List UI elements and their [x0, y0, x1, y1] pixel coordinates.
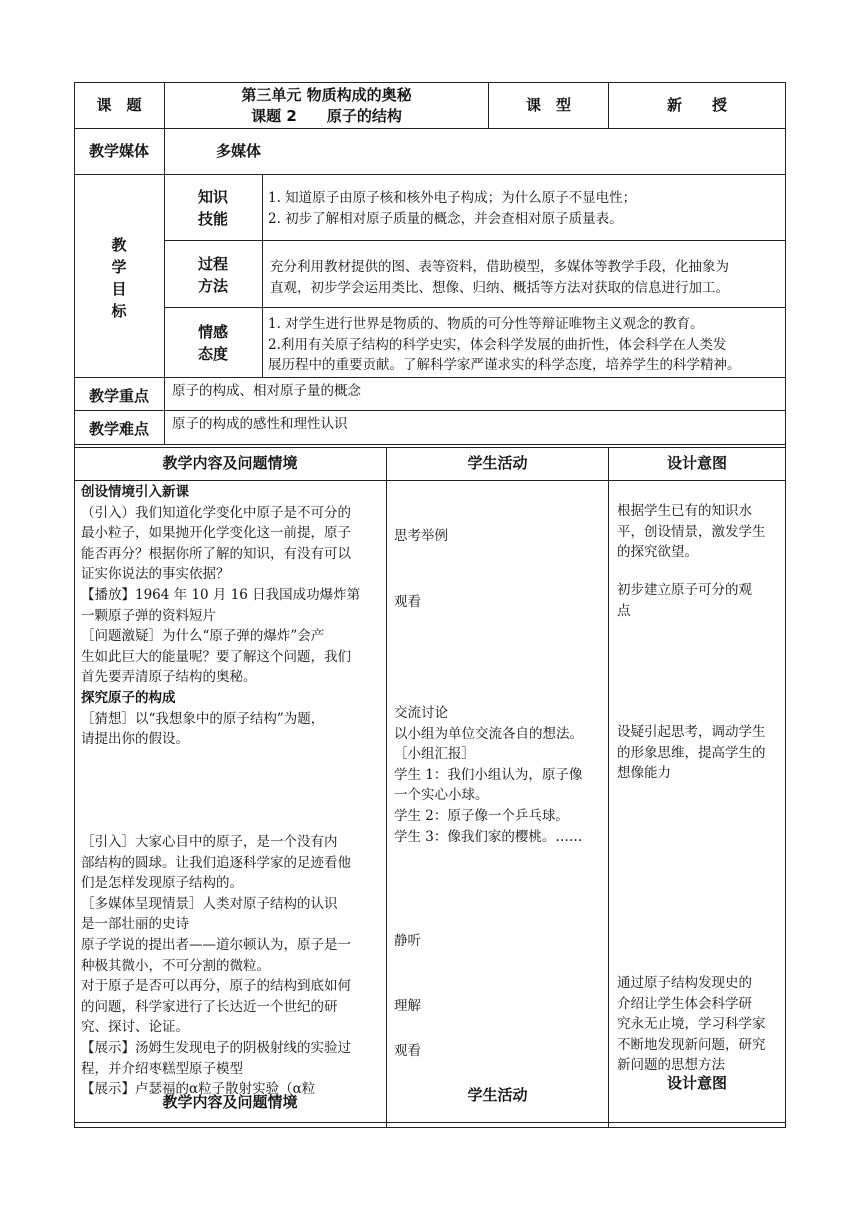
lesson-title: 课题 2 原子的结构: [251, 107, 402, 125]
col-header-intent: 设计意图: [666, 454, 727, 472]
difficulty-label: 教学难点: [88, 420, 149, 438]
type-value: 新 授: [666, 96, 727, 114]
activity-listen: 静听: [394, 933, 421, 949]
emotion-label: 情感 态度: [197, 323, 228, 363]
emotion-text: 1. 对学生进行世界是物质的、物质的可分性等辩证唯物主义观念的教育。 2.利用有关原子结构的科学史实，体会科学发展的曲折性，体会科学在人类发 展历程中的重要贡献。了解科学家严谨求实的科学态度，培养学生的科学精神。: [268, 316, 741, 374]
media-value: 多媒体: [216, 142, 262, 160]
difficulty-value: 原子的构成的感性和理性认识: [172, 416, 348, 432]
knowledge-text: 1. 知道原子由原子核和核外电子构成；为什么原子不显电性； 2. 初步了解相对原子质量的概念，并会查相对原子质量表。: [268, 190, 637, 227]
knowledge-label: 知识 技能: [197, 188, 228, 228]
intent-block-4: 通过原子结构发现史的 介绍让学生体会科学研 究永无止境，学习科学家 不断地发现新问题，研究 新问题的思想方法: [617, 975, 766, 1074]
col-header-activity: 学生活动: [467, 454, 528, 472]
repeat-header-intent: 设计意图: [666, 1074, 727, 1092]
content-column: 创设情境引入新课 （引入）我们知道化学变化中原子是不可分的 最小粒子，如果抛开化学变化这一前提，原子 能否再分？根据你所了解的知识，有没有可以 证实你说法的事实依据？ 【播放】1964 年 10 月 16 日我国成功爆炸第 一颗原子弹的资料短片 ［问题激疑］为什么“原子弹的爆炸”会产 生如此巨大的能量呢？要了解这个问题，我们 首先要弄清原子结构的奥秘。 探究原子的构成 ［猜想］以“我想象中的原子结构”为题， 请提出你的假设。 ［引入］大家心目中的原子，是一个没有内 部结构的圆球。让我们追逐科学家的足迹看他 们是怎样发现原子结构的。 ［多媒体呈现情景］人类对原子结构的认识 是一部壮丽的史诗 原子学说的提出者——道尔顿认为，原子是一 种极其微小，不可分割的微粒。 对于原子是否可以再分，原子的结构到底如何 的问题，科学家进行了长达近一个世纪的研 究、探讨、论证。 【展示】汤姆生发现电子的阴极射线的实验过 程，并介绍枣糕型原子模型 【展示】卢瑟福的α粒子散射实验（α粒: [81, 484, 361, 1098]
activity-understand: 理解: [394, 998, 421, 1014]
col-header-content: 教学内容及问题情境: [162, 454, 298, 472]
intent-block-1: 根据学生已有的知识水 平，创设情景，激发学生 的探究欲望。: [617, 503, 766, 561]
activity-think: 思考举例: [394, 528, 448, 544]
process-text: 充分利用教材提供的图、表等资料，借助模型，多媒体等教学手段，化抽象为 直观，初步学会运用类比、想像、归纳、概括等方法对获取的信息进行加工。: [270, 259, 729, 296]
goals-label: 教 学 目 标: [111, 236, 127, 320]
media-label: 教学媒体: [88, 142, 149, 160]
type-label: 课 型: [525, 96, 571, 114]
repeat-header-content: 教学内容及问题情境: [162, 1093, 298, 1111]
topic-label: 课 题: [96, 96, 142, 114]
repeat-header-activity: 学生活动: [467, 1086, 528, 1104]
activity-watch-2: 观看: [394, 1043, 421, 1059]
process-label: 过程 方法: [197, 255, 228, 295]
activity-watch-1: 观看: [394, 594, 421, 610]
activity-discussion: 交流讨论 以小组为单位交流各自的想法。 ［小组汇报］ 学生 1：我们小组认为，原子像 一个实心小球。 学生 2：原子像一个乒乓球。 学生 3：像我们家的樱桃。……: [394, 705, 583, 845]
key-point-value: 原子的构成、相对原子量的概念: [172, 383, 361, 399]
intent-block-2: 初步建立原子可分的观 点: [617, 582, 752, 619]
unit-title: 第三单元 物质构成的奥秘: [241, 86, 412, 104]
key-point-label: 教学重点: [88, 387, 149, 405]
intent-block-3: 设疑引起思考，调动学生 的形象思维，提高学生的 想像能力: [617, 724, 766, 782]
